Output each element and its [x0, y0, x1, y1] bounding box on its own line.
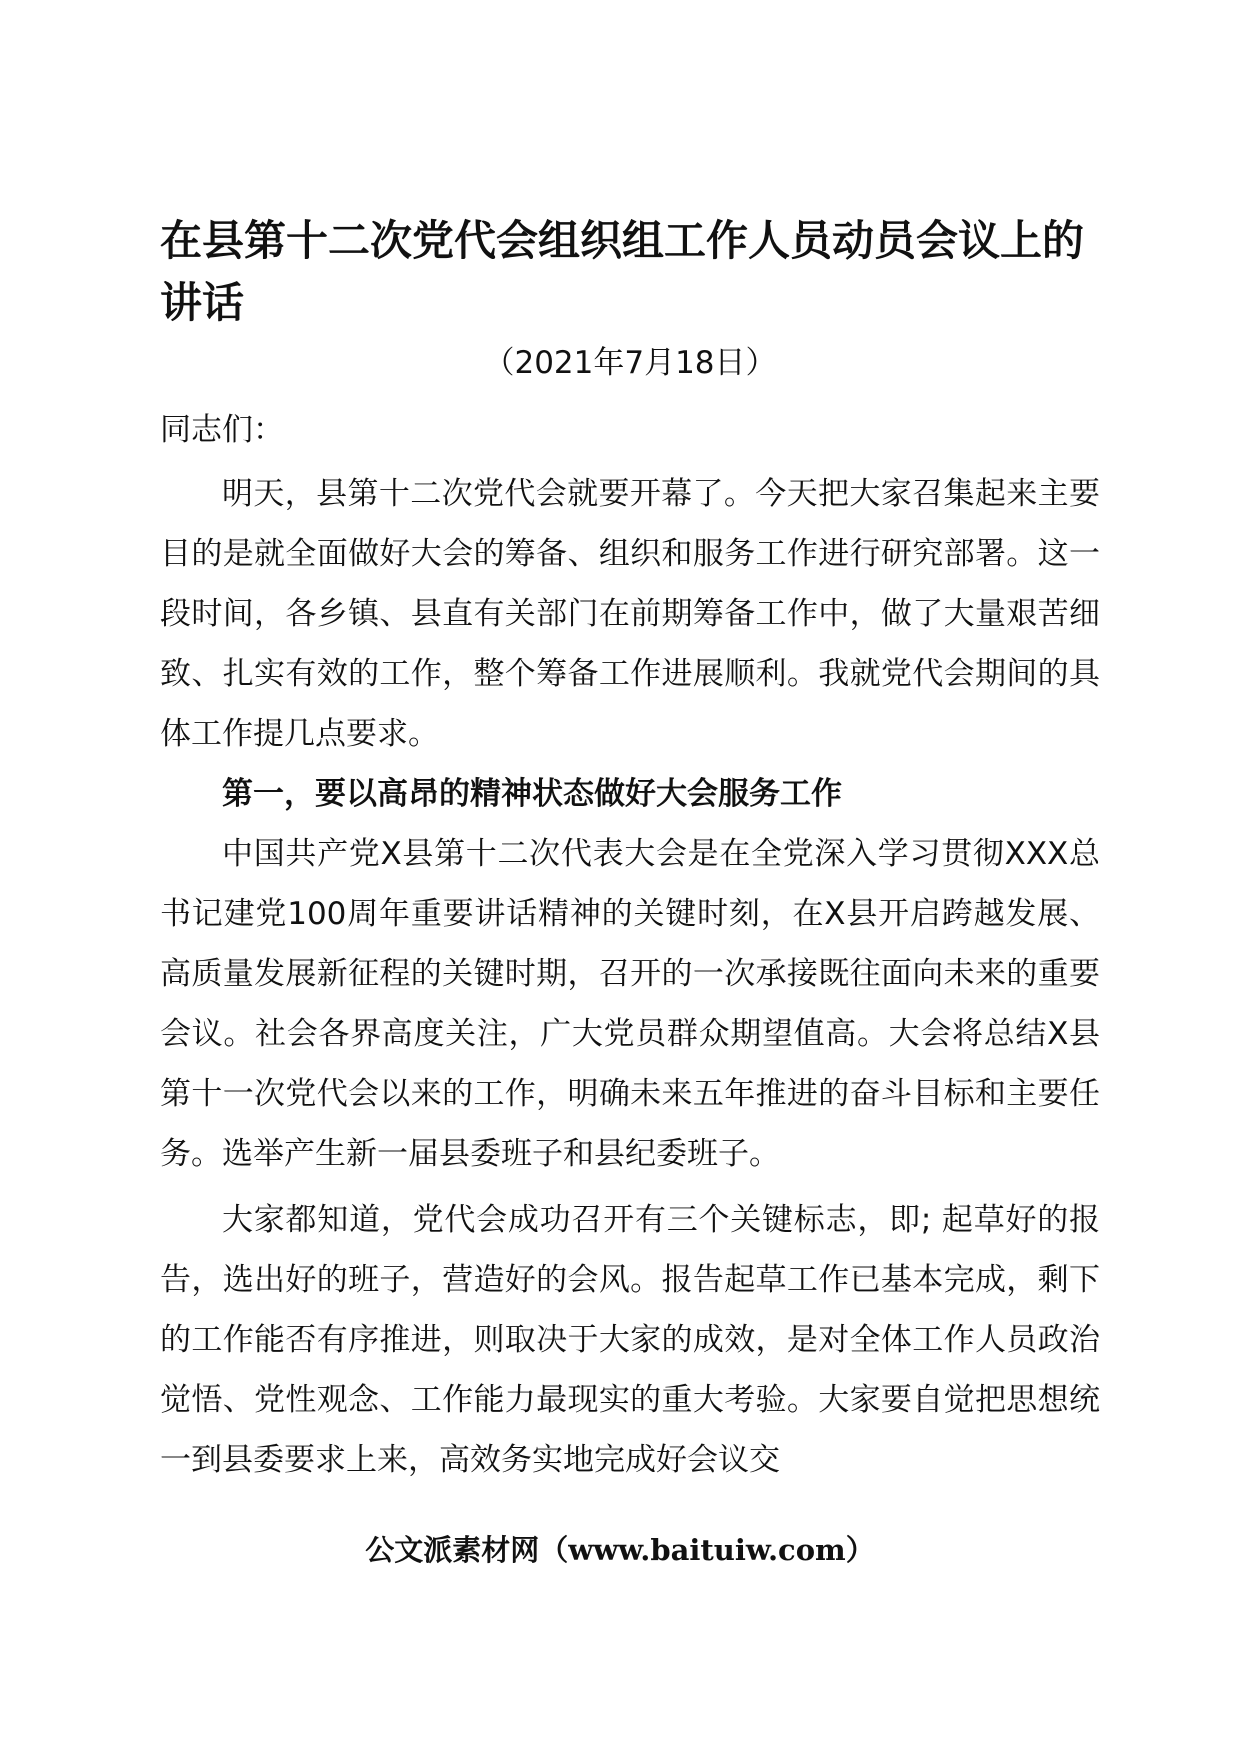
paragraph-intro: 明天，县第十二次党代会就要开幕了。今天把大家召集起来主要目的是就全面做好大会的筹备、组织和服务工作进行研究部署。这一段时间，各乡镇、县直有关部门在前期筹备工作中，做了大量艰苦细致、扎实有效的工作，整个筹备工作进展顺利。我就党代会期间的具体工作提几点要求。 [160, 476, 1100, 752]
paragraph-background: 中国共产党X县第十二次代表大会是在全党深入学习贯彻XXX总书记建党100周年重要讲话精神的关键时刻，在X县开启跨越发展、高质量发展新征程的关键时期，召开的一次承接既往面向未来的重要会议。社会各界高度关注，广大党员群众期望值高。大会将总结X县第十一次党代会以来的工作，明确未来五年推进的奋斗目标和主要任务。选举产生新一届县委班子和县纪委班子。 [160, 836, 1100, 1172]
section-heading-1: 第一，要以高昂的精神状态做好大会服务工作 [222, 776, 842, 812]
document-title: 在县第十二次党代会组织组工作人员动员会议上的讲话 [160, 216, 1085, 327]
document-page [160, 0, 1100, 1754]
document-date: （2021年7月18日） [483, 345, 777, 381]
salutation: 同志们： [160, 412, 284, 448]
paragraph-key-signs: 大家都知道，党代会成功召开有三个关键标志，即; 起草好的报告，选出好的班子，营造好的会风。报告起草工作已基本完成，剩下的工作能否有序推进，则取决于大家的成效，是对全体工作人员政治觉悟、党性观念、工作能力最现实的重大考验。大家要自觉把思想统一到县委要求上来，高效务实地完成好会议交 [160, 1202, 1100, 1478]
document-body [160, 400, 1100, 1490]
footer-watermark: 公文派素材网（www.baituiw.com） [365, 1533, 875, 1567]
